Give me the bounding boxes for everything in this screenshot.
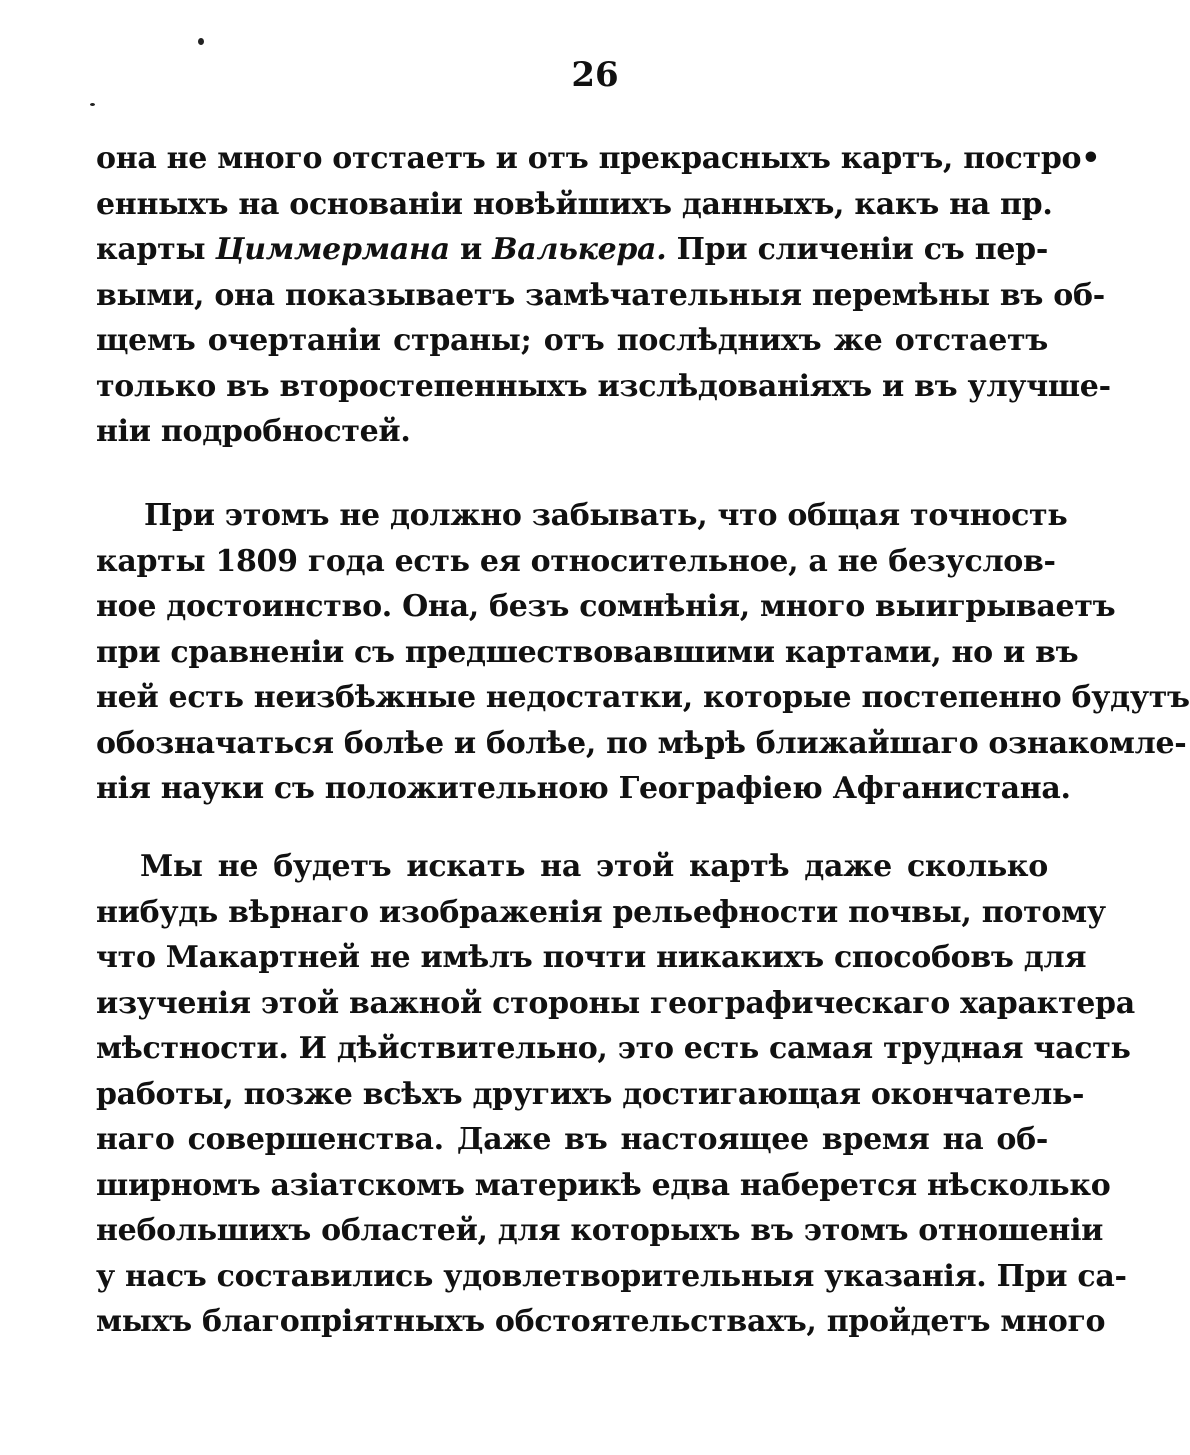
text-line: нія науки съ положительною Географіею Афганистана. — [96, 771, 1071, 806]
text-segment: карты — [96, 232, 216, 267]
text-line-with-italic-names — [96, 227, 1048, 273]
text-line: она не много отстаетъ и отъ прекрасныхъ картъ, постро• — [96, 141, 1101, 176]
text-line: При этомъ не должно забывать, что общая точность — [144, 498, 1068, 533]
text-line: нибудь вѣрнаго изображенія рельефности почвы, потому — [96, 894, 1106, 930]
text-line: Мы не будетъ искать на этой картѣ даже сколько — [140, 849, 1048, 884]
text-line: мыхъ благопріятныхъ обстоятельствахъ, пройдетъ много — [96, 1304, 1106, 1339]
ink-speck — [198, 38, 204, 45]
text-line: что Макартней не имѣлъ почти никакихъ способовъ для — [96, 940, 1087, 975]
text-line: выми, она показываетъ замѣчательныя перемѣны въ об- — [96, 277, 1105, 313]
page-number: 26 — [571, 55, 619, 95]
paragraph-1 — [96, 136, 1111, 455]
text-line: изученія этой важной стороны географическаго характера — [96, 985, 1135, 1021]
paragraph-3 — [96, 844, 1135, 1345]
text-line: при сравненіи съ предшествовавшими картами, но и въ — [96, 634, 1079, 670]
italic-name-walker: Валькера. — [492, 232, 667, 267]
paragraph-2 — [96, 493, 1190, 812]
text-line: только въ второстепенныхъ изслѣдованіяхъ и въ улучше- — [96, 368, 1111, 404]
text-line: небольшихъ областей, для которыхъ въ этомъ отношеніи — [96, 1213, 1104, 1248]
text-line: енныхъ на основаніи новѣйшихъ данныхъ, какъ на пр. — [96, 186, 1053, 222]
text-line: ное достоинство. Она, безъ сомнѣнія, много выигрываетъ — [96, 589, 1116, 624]
text-line: мѣстности. И дѣйствительно, это есть самая трудная часть — [96, 1031, 1131, 1066]
text-line: работы, позже всѣхъ другихъ достигающая окончатель- — [96, 1076, 1085, 1112]
text-segment: и — [449, 232, 493, 267]
text-line: наго совершенства. Даже въ настоящее время на об- — [96, 1122, 1048, 1157]
ink-speck — [90, 103, 95, 106]
text-line: у насъ составились удовлетворительныя указанія. При са- — [96, 1258, 1127, 1294]
italic-name-zimmermann: Циммермана — [215, 232, 450, 267]
text-line: ней есть неизбѣжные недостатки, которые постепенно будутъ — [96, 680, 1190, 715]
text-line: карты 1809 года есть ея относительное, а не безуслов- — [96, 543, 1056, 579]
text-line: обозначаться болѣе и болѣе, по мѣрѣ ближайшаго ознакомле- — [96, 725, 1187, 761]
text-line: щемъ очертаніи страны; отъ послѣднихъ же отстаетъ — [96, 323, 1048, 358]
text-line: ширномъ азіатскомъ материкѣ едва наберется нѣсколько — [96, 1167, 1111, 1203]
text-segment: При сличеніи съ пер- — [666, 232, 1049, 267]
text-line: ніи подробностей. — [96, 414, 411, 449]
